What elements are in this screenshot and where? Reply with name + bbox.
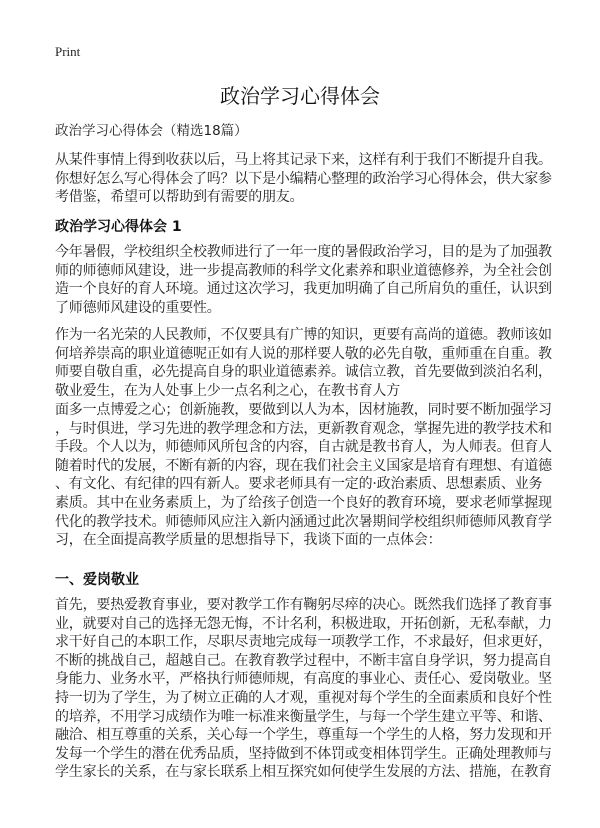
page-title: 政治学习心得体会 [220, 84, 380, 108]
text-line: 面多一点博爱之心；创新施教，要做到以人为本，因材施教，同时要不断加强学习 [55, 402, 552, 418]
text-line: 首先，要热爱教育事业，要对教学工作有鞠躬尽瘁的决心。既然我们选择了教育事 [55, 597, 552, 613]
text-line: 融洽、相互尊重的关系，关心每一个学生，尊重每一个学生的人格，努力发现和开 [55, 727, 552, 744]
text-line: 手段。个人以为，师德师风所包含的内容，自古就是教书育人，为人师表。但育人 [55, 439, 552, 456]
text-line: 的培养，不用学习成绩作为唯一标准来衡量学生，与每一个学生建立平等、和谐、 [55, 708, 552, 725]
text-line: 何培养崇高的职业道德呢正如有人说的那样要人敬的必先自敬，重师重在自重。教 [55, 345, 552, 362]
intro-paragraph [55, 151, 555, 207]
text-line: 随着时代的发展，不断有新的内容，现在我们社会主义国家是培育有理想、有道德 [55, 457, 552, 474]
subtitle: 政治学习心得体会（精选18篇） [55, 123, 248, 139]
text-line: 持一切为了学生，为了树立正确的人才观，重视对每个学生的全面素质和良好个性 [55, 689, 552, 706]
text-line: 发每一个学生的潜在优秀品质，坚持做到不体罚或变相体罚学生。正确处理教师与 [55, 745, 552, 762]
text-line: 习，在全面提高教学质量的思想指导下，我谈下面的一点体会： [55, 532, 442, 549]
text-line: 求干好自己的本职工作，尽职尽责地完成每一项教学工作，不求最好，但求更好， [55, 634, 552, 651]
text-line: 不断的挑战自己，超越自己。在教育教学过程中，不断丰富自身学识，努力提高自 [55, 652, 552, 669]
text-line: 师的师德师风建设，进一步提高教师的科学文化素养和职业道德修养，为全社会创 [55, 262, 552, 279]
section-heading-2: 一、爱岗敬业 [55, 572, 139, 588]
paragraph-3 [55, 401, 555, 550]
text-line: 考借鉴，希望可以帮助到有需要的朋友。 [55, 189, 304, 206]
text-line: ，与时俱进，学习先进的教学理念和方法，更新教育观念，掌握先进的教学技术和 [55, 420, 552, 437]
text-line: 素质。其中在业务素质上，为了给孩子创造一个良好的教育环境，要求老师掌握现 [55, 494, 552, 511]
text-line: 敬业爱生，在为人处事上少一点名利之心，在教书育人方 [55, 382, 400, 399]
text-line: 从某件事情上得到收获以后，马上将其记录下来，这样有利于我们不断提升自我。 [55, 152, 552, 168]
text-line: 造一个良好的育人环境。通过这次学习，我更加明确了自己所肩负的重任，认识到 [55, 281, 552, 298]
text-line: 今年暑假，学校组织全校教师进行了一年一度的暑假政治学习，目的是为了加强教 [55, 244, 552, 260]
text-line: 身能力、业务水平，严格执行师德师规，有高度的事业心、责任心、爱岗敬业。坚 [55, 671, 552, 688]
text-line: 师要自敬自重，必先提高自身的职业道德素养。诚信立教，首先要做到淡泊名利， [55, 364, 552, 381]
text-line: 作为一名光荣的人民教师，不仅要具有广博的知识，更要有高尚的道德。教师该如 [55, 327, 552, 343]
print-link[interactable]: Print [55, 44, 81, 59]
text-line: 代化的教学技术。师德师风应注入新内涵通过此次暑期间学校组织师德师风教育学 [55, 513, 552, 530]
text-line: 业，就要对自己的选择无怨无悔，不计名利，积极进取，开拓创新，无私奉献，力 [55, 615, 552, 632]
section-heading-1: 政治学习心得体会 1 [55, 219, 182, 235]
text-line: 学生家长的关系，在与家长联系上相互探究如何使学生发展的方法、措施，在教育 [55, 764, 552, 781]
text-line: 、有文化、有纪律的四有新人。要求老师具有一定的·政治素质、思想素质、业务 [55, 476, 543, 493]
paragraph-2 [55, 326, 555, 400]
text-line: 你想好怎么写心得体会了吗？以下是小编精心整理的政治学习心得体会，供大家参 [55, 170, 552, 187]
text-line: 了师德师风建设的重要性。 [55, 299, 221, 316]
paragraph-4 [55, 596, 555, 782]
paragraph-1 [55, 243, 555, 317]
